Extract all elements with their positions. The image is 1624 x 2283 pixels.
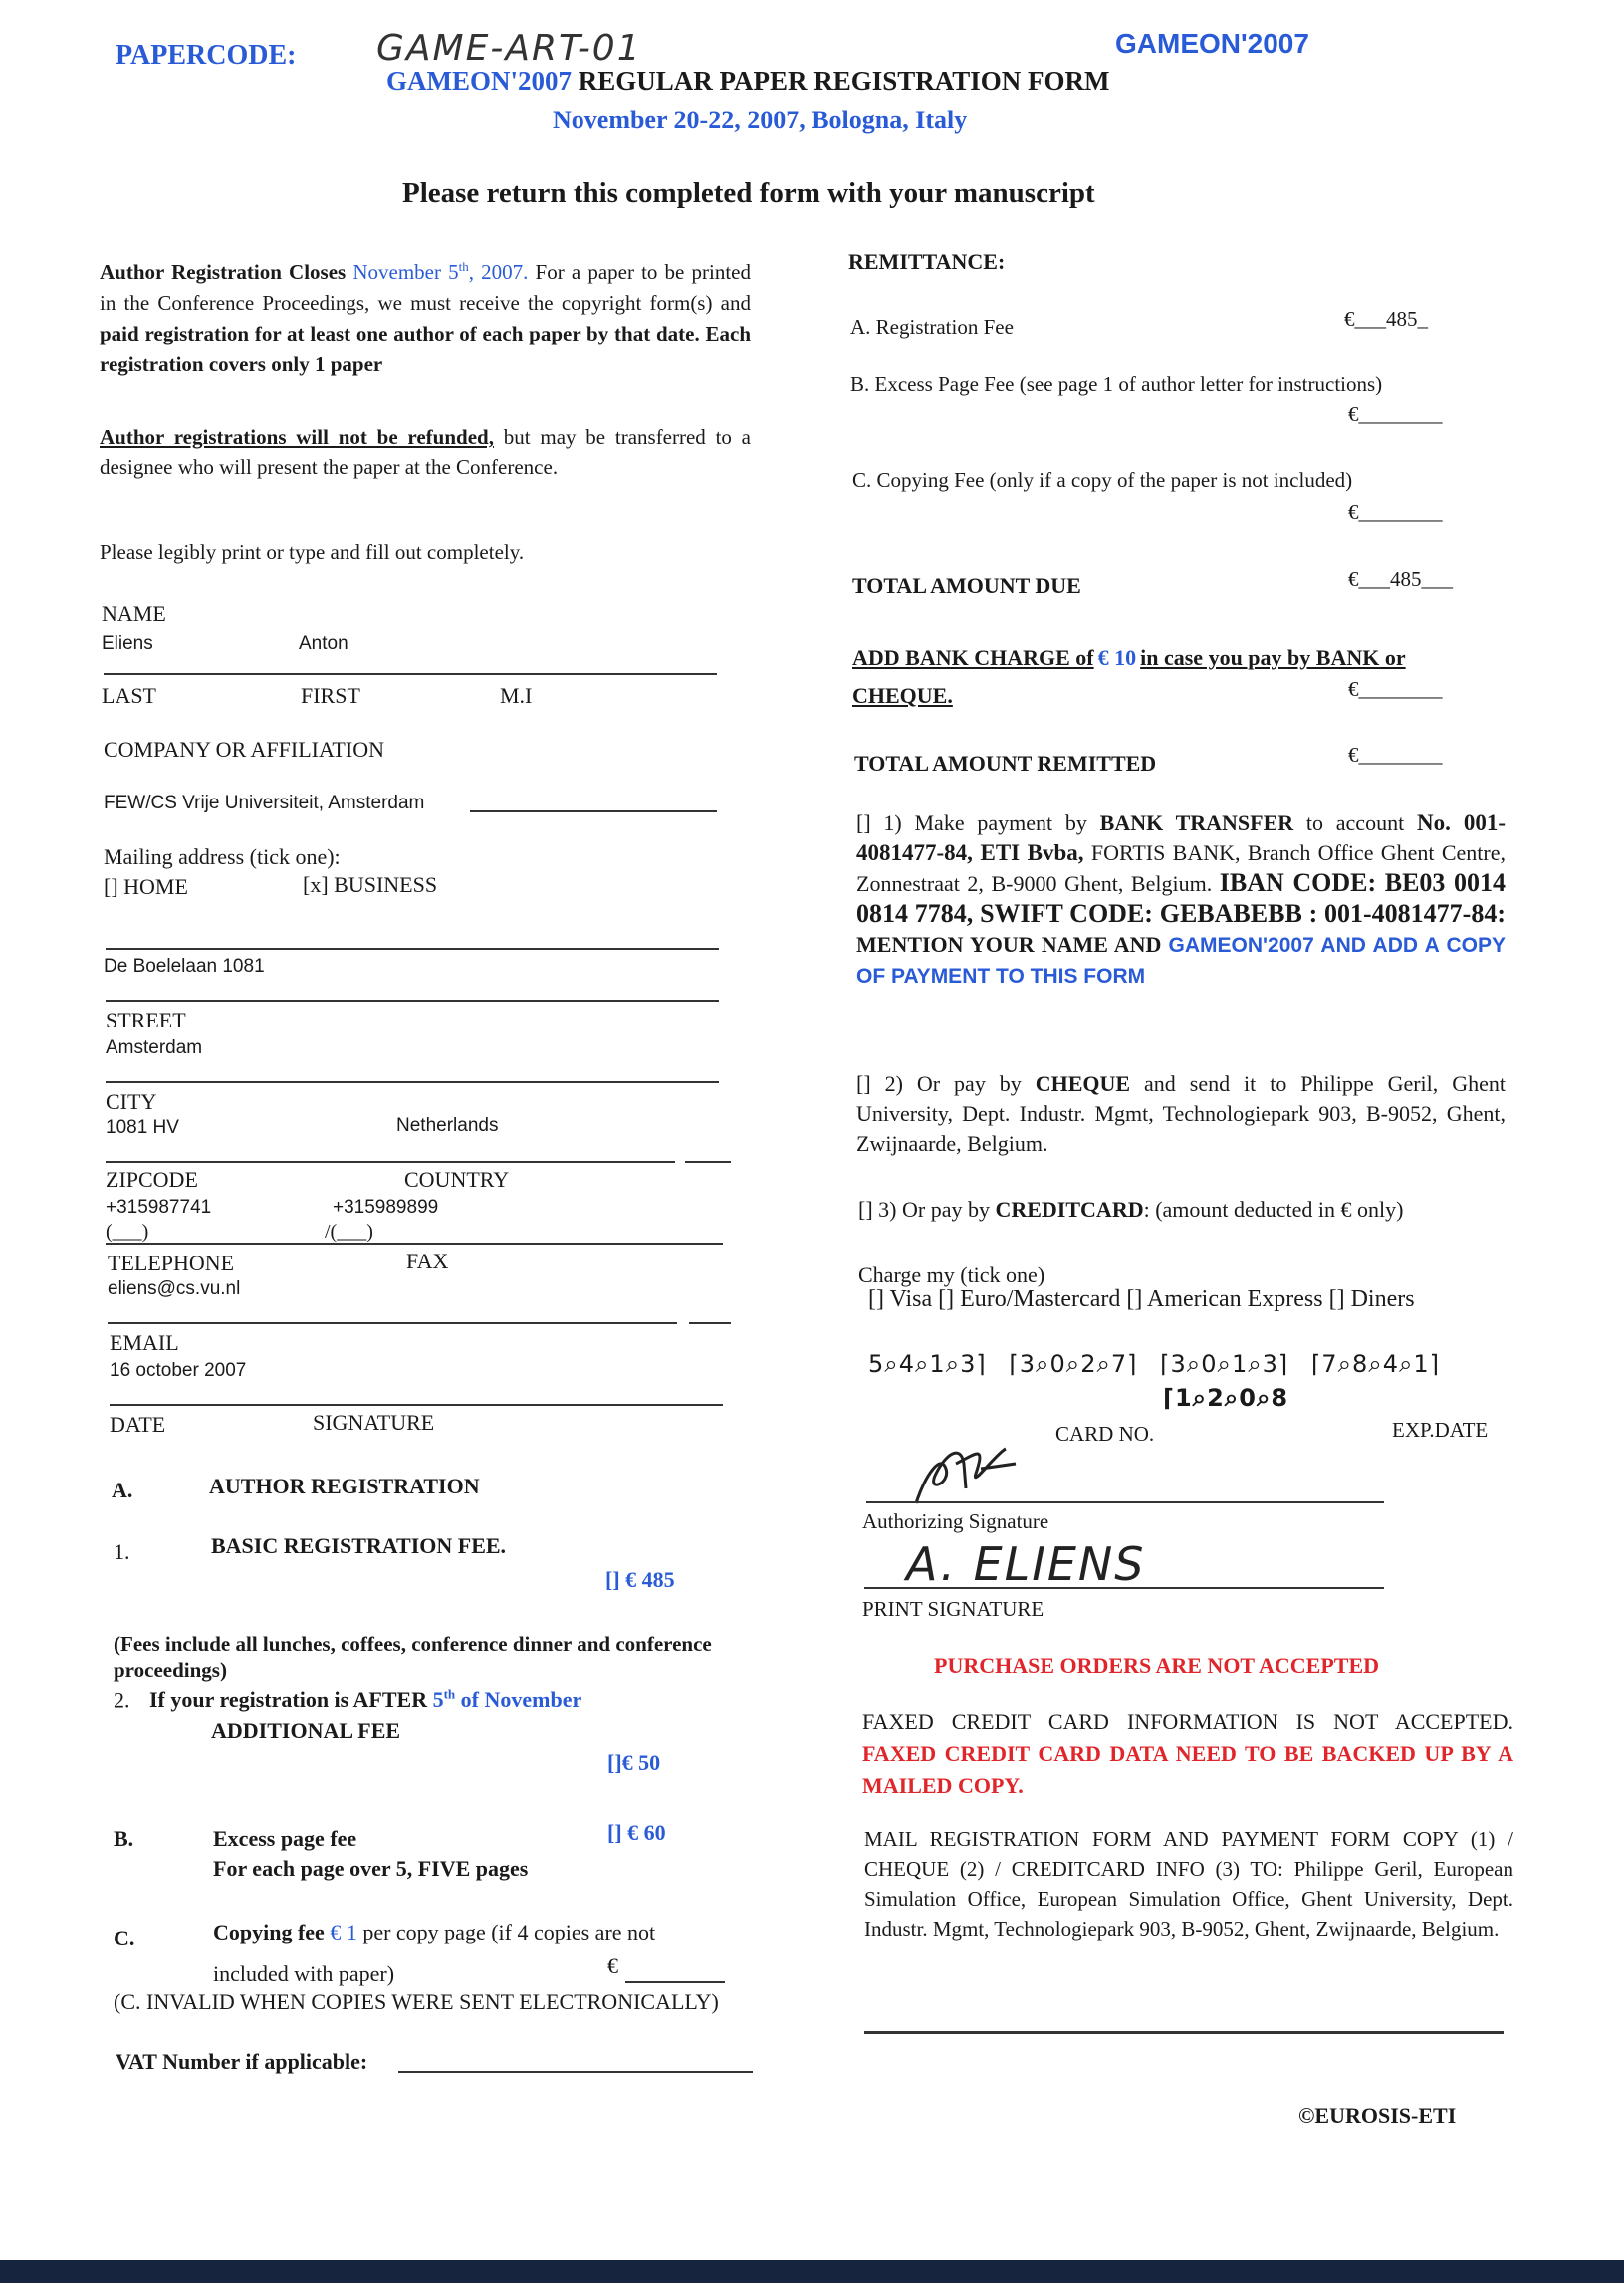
total-amount-due-label: TOTAL AMOUNT DUE <box>852 573 1081 598</box>
total-amount-remitted-label: TOTAL AMOUNT REMITTED <box>854 751 1157 776</box>
creditcard-label: CREDITCARD <box>995 1197 1144 1222</box>
bank-charge-value[interactable]: €________ <box>1348 677 1443 701</box>
copying-fee-price: € 1 <box>330 1920 357 1944</box>
street-label: STREET <box>106 1008 186 1032</box>
email-line-end <box>689 1322 731 1324</box>
zipcode-label: ZIPCODE <box>106 1167 198 1192</box>
city-line <box>106 1081 719 1083</box>
address-line-1 <box>106 948 719 950</box>
signature-label: SIGNATURE <box>313 1410 435 1435</box>
copying-fee-label: Copying fee <box>213 1920 325 1944</box>
author-registration-heading: AUTHOR REGISTRATION <box>209 1474 480 1498</box>
fees-note: (Fees include all lunches, coffees, conference dinner and conference proceedings) <box>114 1632 712 1682</box>
conference-dates: November 20-22, 2007, Bologna, Italy <box>553 106 968 134</box>
deadline-date-sup: th <box>458 259 469 274</box>
card-number-label: CARD NO. <box>1055 1422 1155 1446</box>
fax-area-code: /(___) <box>325 1221 373 1243</box>
company-label: COMPANY OR AFFILIATION <box>104 737 384 762</box>
charge-my-label: Charge my (tick one) <box>858 1262 1045 1287</box>
home-option[interactable]: [] HOME <box>104 874 188 899</box>
expiry-date-digits: ⌈1⌕2⌕0⌕8 <box>1163 1384 1289 1412</box>
late-registration-date <box>433 1687 582 1712</box>
email-label: EMAIL <box>110 1330 179 1355</box>
deadline-label: Author Registration Closes <box>100 260 347 284</box>
form-title-text: REGULAR PAPER REGISTRATION FORM <box>578 66 1110 96</box>
bank-transfer-option[interactable] <box>856 808 1506 992</box>
fill-instruction: Please legibly print or type and fill out completely. <box>100 540 525 564</box>
name-label: NAME <box>102 601 166 626</box>
return-instruction: Please return this completed form with your manuscript <box>402 177 1095 209</box>
form-title <box>386 66 1110 97</box>
bank-charge-text-a: ADD BANK CHARGE of <box>852 645 1094 670</box>
mailing-instructions: MAIL REGISTRATION FORM AND PAYMENT FORM COPY (1) / CHEQUE (2) / CREDITCARD INFO (3) TO: Philippe Geril, European Simulation Office, European Simulation Office, Ghent University, Dept. Industr. Mgmt, Technologiepark 903, B-9052, Ghent, Zwijnaarde, Belgium. <box>864 1827 1513 1941</box>
registration-deadline-text <box>100 251 751 380</box>
closing-line <box>864 2031 1504 2034</box>
additional-fee-option[interactable]: []€ 50 <box>607 1750 661 1775</box>
card-number-group-3: ⌈3⌕0⌕1⌕3⌉ <box>1160 1350 1289 1378</box>
late-date-sup: th <box>443 1687 456 1702</box>
country-label: COUNTRY <box>404 1167 510 1192</box>
printed-signature-value: A. ELIENS <box>906 1537 1146 1591</box>
telephone-value[interactable]: +315987741 <box>106 1197 212 1218</box>
name-line <box>104 673 717 675</box>
bank-account-number: No. 001-4081477-84, ETI Bvba, <box>856 810 1506 865</box>
copying-fee-blank <box>625 1981 725 1983</box>
country-value[interactable]: Netherlands <box>396 1115 499 1136</box>
vat-number-line[interactable] <box>398 2071 753 2073</box>
cheque-option[interactable] <box>856 1069 1506 1159</box>
zip-country-line <box>106 1161 675 1163</box>
bank-transfer-prefix: [] 1) Make payment by <box>856 810 1087 835</box>
creditcard-prefix: [] 3) Or pay by <box>858 1197 990 1222</box>
iban-swift: IBAN CODE: BE03 0014 0814 7784, SWIFT CODE: GEBABEBB : 001-4081477-84: <box>856 868 1506 928</box>
bank-transfer-to: to account <box>1305 810 1405 835</box>
business-option[interactable]: [x] BUSINESS <box>303 872 438 897</box>
copying-fee-text: per copy page (if 4 copies are not <box>362 1920 656 1944</box>
city-value[interactable]: Amsterdam <box>106 1037 203 1058</box>
excess-page-fee-label: Excess page fee <box>213 1826 357 1851</box>
item-2-number: 2. <box>114 1687 130 1712</box>
bank-charge-amount: € 10 <box>1097 645 1137 670</box>
total-amount-remitted-value[interactable]: €________ <box>1348 743 1443 767</box>
copying-fee-invalid-note: (C. INVALID WHEN COPIES WERE SENT ELECTRONICALLY) <box>114 1989 719 2014</box>
papercode-value: GAME-ART-01 <box>376 28 642 69</box>
cheque-label: CHEQUE <box>1035 1071 1131 1096</box>
excess-page-fee-amount[interactable]: €________ <box>1348 402 1443 426</box>
bank-charge-text-b: in case you pay by BANK or CHEQUE. <box>852 645 1406 708</box>
deadline-date-year: , 2007. <box>468 260 529 284</box>
deadline-date <box>352 260 528 284</box>
late-registration-text: If your registration is AFTER <box>149 1687 428 1712</box>
faxed-card-notice-b: FAXED CREDIT CARD DATA NEED TO BE BACKED UP BY A MAILED COPY. <box>862 1741 1513 1798</box>
print-signature-line[interactable] <box>864 1587 1384 1589</box>
last-name-value[interactable]: Eliens <box>102 633 153 654</box>
email-line <box>108 1322 677 1324</box>
authorizing-signature-line[interactable] <box>866 1501 1384 1503</box>
deadline-bold: paid registration for at least one author of each paper by that date. Each registration covers only 1 paper <box>100 322 751 376</box>
late-registration-row <box>114 1687 581 1712</box>
basic-registration-fee-option[interactable]: [] € 485 <box>605 1567 675 1592</box>
last-label: LAST <box>102 683 156 708</box>
deadline-date-day: November 5 <box>352 260 459 284</box>
faxed-card-notice-a: FAXED CREDIT CARD INFORMATION IS NOT ACCEPTED. <box>862 1710 1513 1734</box>
creditcard-option[interactable] <box>858 1197 1403 1223</box>
copying-fee-row <box>213 1920 655 1945</box>
card-number-group-2: ⌈3⌕0⌕2⌕7⌉ <box>1009 1350 1138 1378</box>
registration-fee-label: A. Registration Fee <box>850 315 1014 339</box>
form-title-brand: GAMEON'2007 <box>386 66 572 96</box>
brand-name: GAMEON'2007 <box>1115 28 1309 59</box>
print-signature-label: PRINT SIGNATURE <box>862 1597 1044 1621</box>
phone-fax-line <box>106 1243 723 1245</box>
mention-name: MENTION YOUR NAME AND <box>856 932 1162 957</box>
excess-page-fee-option[interactable]: [] € 60 <box>607 1820 666 1845</box>
company-line <box>470 810 717 812</box>
scan-edge-bar <box>0 2260 1624 2283</box>
city-label: CITY <box>106 1089 157 1114</box>
authorizing-signature-label: Authorizing Signature <box>862 1509 1049 1533</box>
card-number-digits <box>868 1350 1440 1378</box>
telephone-label: TELEPHONE <box>108 1251 235 1275</box>
item-1-number: 1. <box>114 1539 130 1564</box>
basic-registration-fee-label: BASIC REGISTRATION FEE. <box>211 1533 507 1558</box>
registration-fee-amount[interactable]: €___485_ <box>1344 307 1428 331</box>
late-date-rest: of November <box>460 1687 582 1712</box>
section-b-letter: B. <box>114 1826 134 1851</box>
faxed-card-notice <box>862 1707 1513 1802</box>
zipcode-value[interactable]: 1081 HV <box>106 1117 179 1138</box>
section-c-letter: C. <box>114 1926 135 1950</box>
email-value[interactable]: eliens@cs.vu.nl <box>108 1278 241 1299</box>
remittance-heading: REMITTANCE: <box>848 249 1006 274</box>
fax-value[interactable]: +315989899 <box>333 1197 439 1218</box>
street-line <box>106 1000 719 1002</box>
copying-fee-text-2: included with paper) <box>213 1961 395 1986</box>
street-value[interactable]: De Boelelaan 1081 <box>104 956 265 977</box>
late-date-day: 5 <box>432 1687 444 1712</box>
copyright-notice: ©EUROSIS-ETI <box>1298 2103 1457 2128</box>
bank-transfer-label: BANK TRANSFER <box>1099 810 1294 835</box>
card-type-options[interactable]: [] Visa [] Euro/Mastercard [] American Express [] Diners <box>868 1286 1415 1312</box>
vat-number-label: VAT Number if applicable: <box>116 2049 368 2074</box>
date-value[interactable]: 16 october 2007 <box>110 1360 247 1381</box>
purchase-orders-notice: PURCHASE ORDERS ARE NOT ACCEPTED <box>934 1653 1380 1678</box>
fax-label: FAX <box>406 1249 449 1273</box>
section-a-letter: A. <box>112 1478 133 1502</box>
zip-country-line-end <box>685 1161 731 1163</box>
creditcard-note: : (amount deducted in € only) <box>1143 1197 1404 1222</box>
expiry-date-label: EXP.DATE <box>1392 1418 1489 1442</box>
total-amount-due-value[interactable]: €___485___ <box>1348 568 1453 591</box>
company-value[interactable]: FEW/CS Vrije Universiteit, Amsterdam <box>104 793 425 813</box>
mi-label: M.I <box>500 683 533 708</box>
mailing-address-label: Mailing address (tick one): <box>104 844 341 869</box>
excess-page-fee-note: For each page over 5, FIVE pages <box>213 1856 529 1881</box>
bank-branch: FORTIS BANK, Branch Office Ghent Centre, Zonnestraat 2, B-9000 Ghent, Belgium. <box>856 840 1506 896</box>
cheque-prefix: [] 2) Or pay by <box>856 1071 1022 1096</box>
papercode-label: PAPERCODE: <box>116 40 297 71</box>
refund-policy-rest: but may be transferred to a designee who will present the paper at the Conference. <box>100 425 752 479</box>
first-name-value[interactable]: Anton <box>299 633 348 654</box>
additional-fee-label: ADDITIONAL FEE <box>211 1718 401 1743</box>
copying-fee-amount[interactable]: €________ <box>1348 500 1443 524</box>
excess-page-fee-remit-label: B. Excess Page Fee (see page 1 of author letter for instructions) <box>850 372 1383 396</box>
refund-policy-text <box>100 422 751 482</box>
copying-fee-remit-label: C. Copying Fee (only if a copy of the paper is not included) <box>852 468 1353 492</box>
add-copy-notice: GAMEON'2007 AND ADD A COPY OF PAYMENT TO THIS FORM <box>856 934 1507 988</box>
date-label: DATE <box>110 1412 166 1437</box>
copying-fee-euro: € <box>607 1953 618 1978</box>
refund-policy-bold: Author registrations will not be refunded, <box>100 425 494 449</box>
first-label: FIRST <box>301 683 360 708</box>
deadline-rest: For a paper to be printed in the Conference Proceedings, we must receive the copyright form(s) and <box>100 260 751 315</box>
card-number-group-4: ⌈7⌕8⌕4⌕1⌉ <box>1310 1350 1441 1378</box>
date-signature-line <box>110 1404 723 1406</box>
phone-area-code: (___) <box>106 1221 149 1243</box>
card-number-group-1: 5⌕4⌕1⌕3⌉ <box>868 1350 987 1378</box>
cheque-address: and send it to Philippe Geril, Ghent University, Dept. Industr. Mgmt, Technologiepark 903, B-9052, Ghent, Zwijnaarde, Belgium. <box>856 1071 1506 1156</box>
